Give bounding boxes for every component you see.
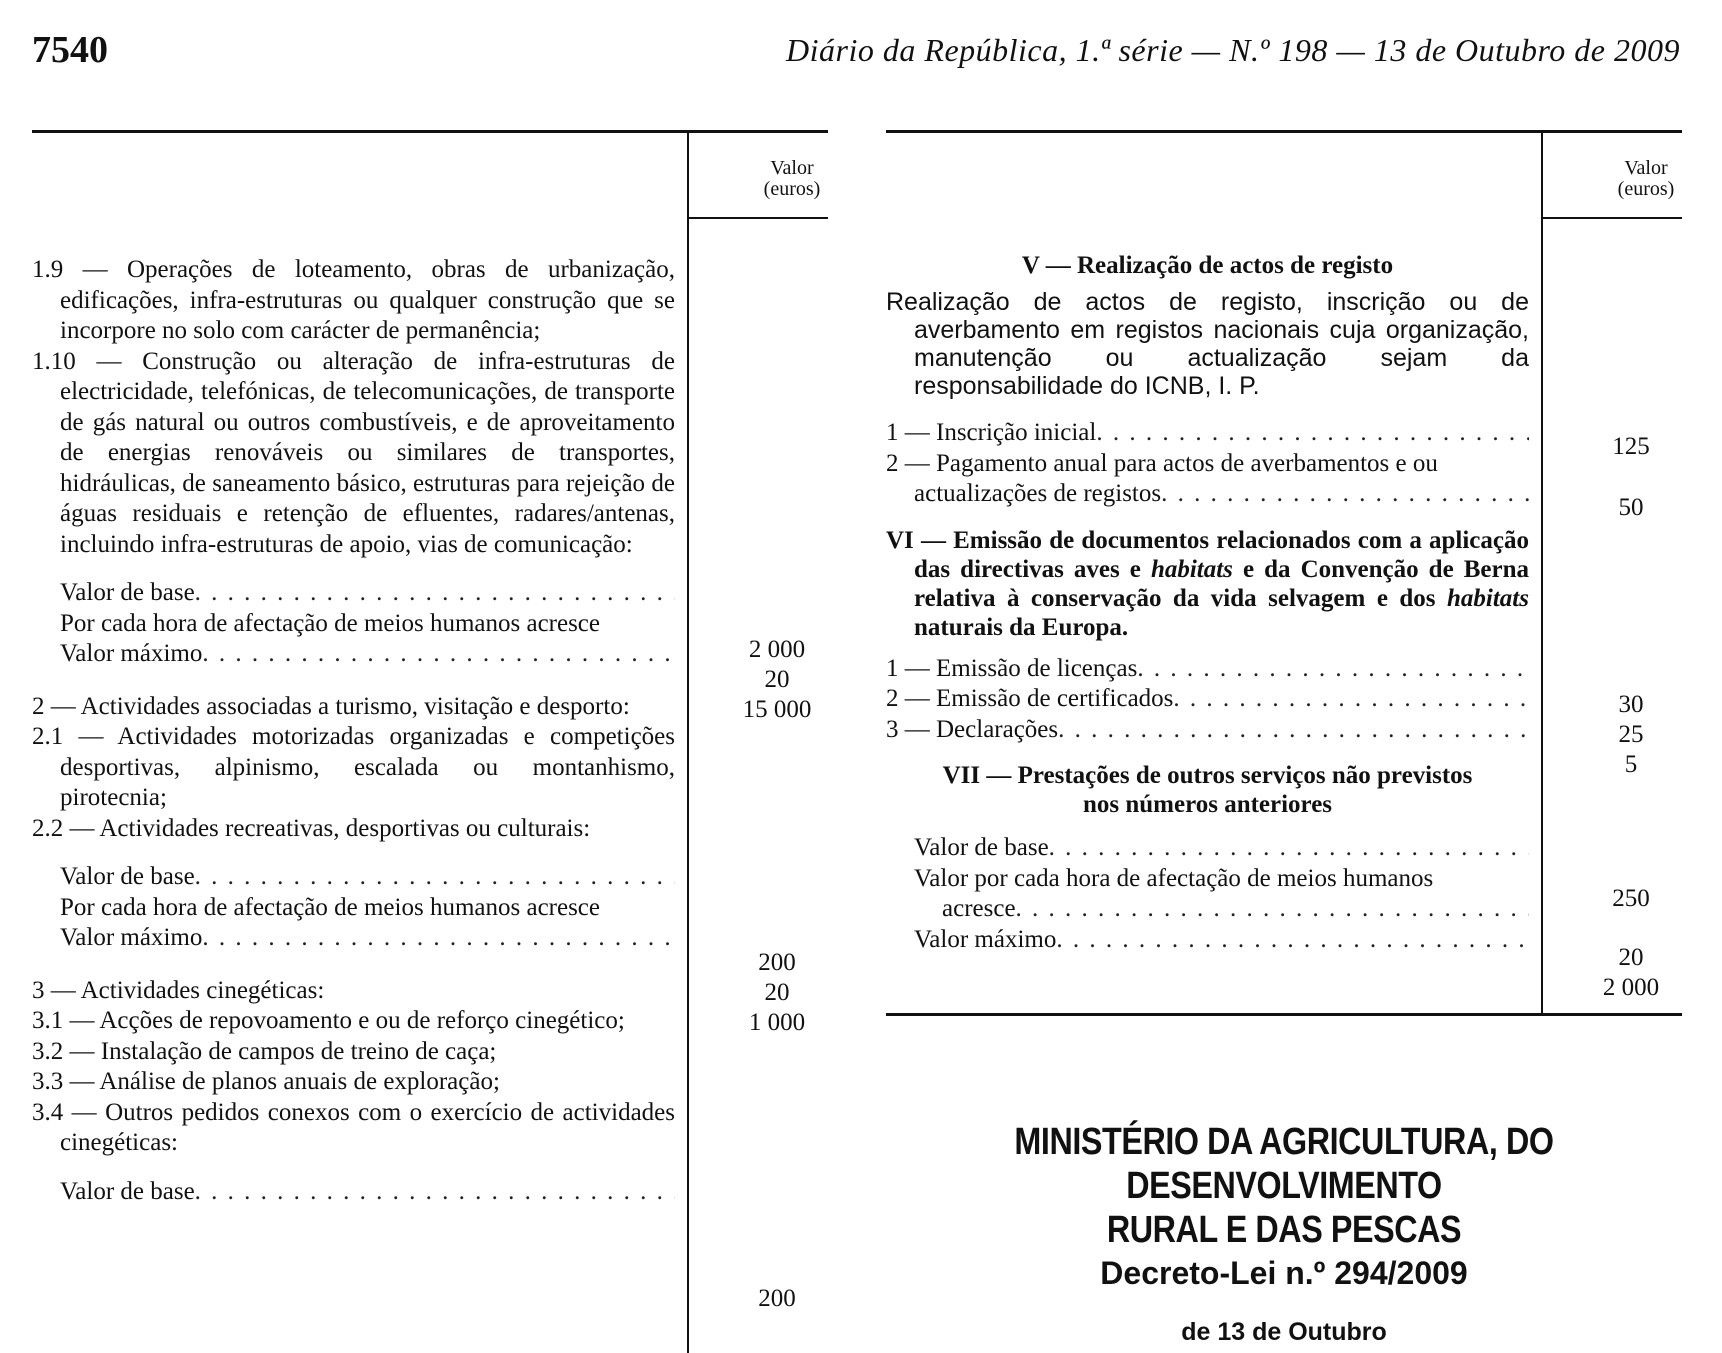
left-text-block — [32, 255, 675, 1207]
column-divider — [1541, 133, 1543, 1013]
group-1-values — [32, 578, 675, 670]
value-cell: 200 — [758, 949, 796, 976]
value-header — [1576, 158, 1716, 200]
value-header-line2: (euros) — [1617, 178, 1675, 200]
row-base: Valor de base . . . — [60, 862, 675, 893]
section-5-title: V — Realização de actos de registo — [1021, 252, 1394, 279]
ministry-line1: MINISTÉRIO DA AGRICULTURA, DO DESENVOLVIMENTO — [1014, 1121, 1554, 1207]
value-header-line1: Valor — [770, 157, 814, 179]
value-cell: 25 — [1618, 721, 1644, 748]
header-rule — [687, 217, 828, 219]
item-3-3: 3.3 — Análise de planos anuais de exploração; — [32, 1068, 500, 1095]
row-6-2: 2 — Emissão de certificados . . . — [886, 684, 1529, 715]
item-3-4: 3.4 — Outros pedidos conexos com o exercício de actividades cinegéticas: — [32, 1098, 675, 1156]
value-cell: 30 — [1618, 691, 1644, 718]
item-2-1: 2.1 — Actividades motorizadas organizadas e competições desportivas, alpinismo, escalada ou montanhismo, pirotecnia; — [32, 723, 675, 811]
value-cell: 20 — [1618, 944, 1644, 971]
header-rule — [1541, 217, 1682, 219]
value-header-line1: Valor — [1624, 157, 1668, 179]
value-header-line2: (euros) — [763, 178, 821, 200]
group-2-values — [32, 862, 675, 954]
row-5-2-line1: 2 — Pagamento anual para actos de averbamentos e ou — [886, 449, 1438, 477]
item-3: 3 — Actividades cinegéticas: — [32, 976, 325, 1004]
row-7-max: Valor máximo . . . — [914, 925, 1529, 956]
value-cell: 50 — [1618, 494, 1644, 521]
row-7-hour-line2: acresce . . . — [914, 894, 1529, 925]
value-cell: 125 — [1612, 433, 1650, 460]
row-6-3: 3 — Declarações . . . — [886, 715, 1529, 746]
item-2: 2 — Actividades associadas a turismo, visitação e desporto: — [32, 692, 630, 720]
row-base: Valor de base . . . — [60, 578, 675, 609]
value-cell: 1 000 — [748, 1009, 806, 1036]
value-cell: 200 — [758, 1285, 796, 1312]
value-cell: 250 — [1612, 885, 1650, 912]
row-hour: Por cada hora de afectação de meios humanos acresce — [60, 893, 601, 921]
left-fee-table — [32, 130, 828, 1353]
decree-title: Decreto-Lei n.º 294/2009 — [1100, 1255, 1468, 1291]
row-7-hour-line1: Valor por cada hora de afectação de meios humanos — [914, 864, 1434, 892]
right-text-block — [886, 251, 1529, 955]
section-7-title-1: VII — Prestações de outros serviços não previstos — [942, 762, 1473, 789]
row-max: Valor máximo . . . — [60, 923, 675, 954]
value-cell: 20 — [764, 666, 790, 693]
table-bottom-rule — [886, 1013, 1682, 1016]
row-5-2-line2: actualizações de registos . . . — [886, 479, 1529, 510]
section-7-title-2: nos números anteriores — [1082, 791, 1333, 818]
item-2-2: 2.2 — Actividades recreativas, desportivas ou culturais: — [32, 814, 591, 842]
group-3-values — [32, 1177, 675, 1208]
item-1-9: 1.9 — Operações de loteamento, obras de urbanização, edificações, infra-estruturas ou qualquer construção que se incorpore no solo com carácter de permanência; — [32, 256, 675, 344]
item-3-2: 3.2 — Instalação de campos de treino de caça; — [32, 1037, 497, 1065]
item-3-1: 3.1 — Acções de repovoamento e ou de reforço cinegético; — [32, 1007, 625, 1034]
column-divider — [687, 133, 689, 1353]
section-5-text: Realização de actos de registo, inscrição ou de averbamento em registos nacionais cuja organização, manutenção ou actualização sejam da responsabilidade do ICNB, I. P. — [886, 288, 1529, 400]
value-cell: 20 — [764, 979, 790, 1006]
value-header — [722, 158, 862, 200]
row-base: Valor de base . . . — [60, 1177, 675, 1208]
value-cell: 2 000 — [748, 636, 806, 663]
journal-title: Diário da República, 1.ª série — N.º 198 — 13 de Outubro de 2009 — [786, 32, 1680, 68]
value-cell: 15 000 — [742, 696, 812, 723]
value-cell: 2 000 — [1602, 974, 1660, 1001]
right-fee-table — [886, 130, 1682, 1013]
item-1-10: 1.10 — Construção ou alteração de infra-estruturas de electricidade, telefónicas, de telecomunicações, de transporte de gás natural ou outros combustíveis, e de aproveitamento de energias renováveis ou similares de transportes, hidráulicas, de saneamento básico, estruturas para rejeição de águas residuais e retenção de efluentes, radares/antenas, incluindo infra-estruturas de apoio, vias de comunicação: — [32, 347, 675, 558]
page-number: 7540 — [32, 29, 108, 71]
ministry-line2: RURAL E DAS PESCAS — [1106, 1209, 1462, 1251]
row-6-1: 1 — Emissão de licenças . . . — [886, 654, 1529, 685]
row-5-1: 1 — Inscrição inicial . . . — [886, 418, 1529, 449]
ministry-heading — [946, 1120, 1623, 1252]
decree-date: de 13 de Outubro — [1181, 1318, 1387, 1346]
row-7-base: Valor de base . . . — [914, 833, 1529, 864]
section-6-title: VI — Emissão de documentos relacionados com a aplicação das directivas aves e habitats e da Convenção de Berna relativa à conservação da vida selvagem e dos habitats naturais da Europa. — [886, 526, 1529, 641]
row-hour: Por cada hora de afectação de meios humanos acresce — [60, 609, 601, 637]
value-cell: 5 — [1624, 751, 1638, 778]
row-max: Valor máximo . . . — [60, 639, 675, 670]
